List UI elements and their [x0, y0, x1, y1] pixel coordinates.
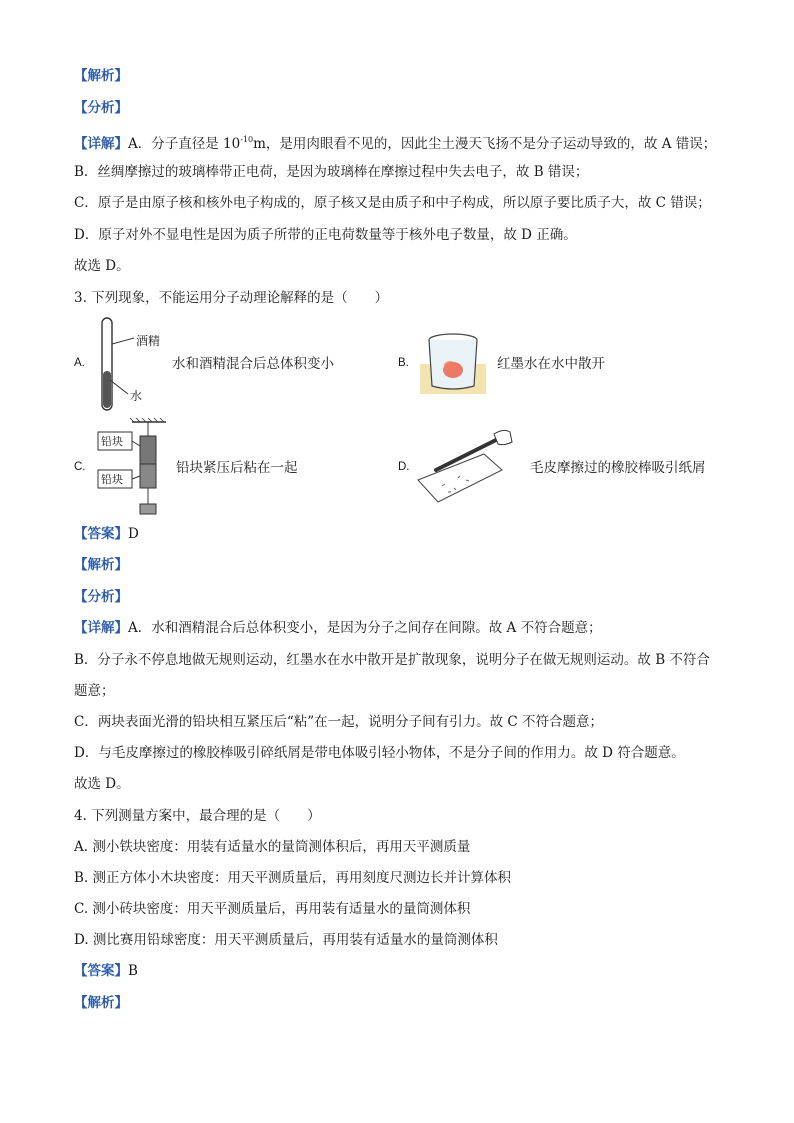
q3-option-b-text: 红墨水在水中散开 [497, 356, 605, 372]
q4-option-a: A. 测小铁块密度：用装有适量水的量筒测体积后，再用天平测质量 [74, 839, 471, 855]
q3-detail-c: C．两块表面光滑的铅块相互紧压后“粘”在一起，说明分子间有引力。故 C 不符合题意； [74, 714, 604, 730]
xiangjie-tag: 【详解】 [74, 136, 128, 152]
q3-jiexi-heading [74, 555, 128, 575]
q3-answer-value: D [128, 526, 139, 542]
q2-detail-d: D．原子对外不显电性是因为质子所带的正电荷数量等于核外电子数量，故 D 正确。 [74, 227, 577, 243]
fenxi-tag: 【分析】 [74, 100, 128, 116]
q3-option-b-label: B. [398, 357, 409, 369]
q4-option-d: D. 测比赛用铅球密度：用天平测质量后，再用装有适量水的量筒测体积 [74, 932, 498, 948]
rubber-rod-figure [414, 426, 514, 506]
q3-conclusion: 故选 D。 [74, 776, 130, 792]
q3-option-a-label: A. [74, 357, 85, 369]
water-label: 水 [130, 389, 143, 403]
q4-answer [74, 961, 138, 981]
q2-detail-c: C．原子是由原子核和核外电子构成的，原子核又是由质子和中子构成，所以原子要比质子大，故 C 错误； [74, 195, 711, 211]
jiexi-tag: 【解析】 [74, 68, 128, 84]
alcohol-label: 酒精 [136, 334, 161, 348]
q2-fenxi-heading [74, 98, 128, 118]
q3-option-d-label: D. [398, 461, 410, 473]
q2-a-pre: A．分子直径是 10 [128, 136, 241, 152]
q3-detail-d: D．与毛皮摩擦过的橡胶棒吸引碎纸屑是带电体吸引轻小物体，不是分子间的作用力。故 D 符合题意。 [74, 745, 685, 761]
q3-option-a-text: 水和酒精混合后总体积变小 [172, 356, 334, 372]
q2-conclusion: 故选 D。 [74, 258, 130, 274]
q2-a-exp: -10 [240, 135, 254, 144]
q3-option-d-text: 毛皮摩擦过的橡胶棒吸引纸屑 [530, 460, 706, 476]
q3-fenxi-heading [74, 587, 128, 607]
lead-block-label-2: 铅块 [101, 473, 123, 486]
jiexi-tag: 【解析】 [74, 995, 128, 1011]
answer-tag: 【答案】 [74, 963, 128, 979]
q3-detail-a [74, 618, 602, 638]
q3-option-c-label: C. [74, 461, 86, 473]
jiexi-tag: 【解析】 [74, 557, 128, 573]
q4-option-c: C. 测小砖块密度：用天平测质量后，再用装有适量水的量筒测体积 [74, 901, 471, 917]
q2-detail-a [74, 130, 716, 154]
lead-block-label-1: 铅块 [101, 435, 123, 448]
q2-detail-b: B．丝绸摩擦过的玻璃棒带正电荷，是因为玻璃棒在摩擦过程中失去电子，故 B 错误； [74, 164, 589, 180]
q3-answer [74, 524, 139, 544]
q3-a-text: A．水和酒精混合后总体积变小，是因为分子之间存在间隙。故 A 不符合题意； [128, 620, 602, 636]
q2-jiexi-heading [74, 66, 128, 86]
xiangjie-tag: 【详解】 [74, 620, 128, 636]
q3-stem: 3. 下列现象，不能运用分子动理论解释的是（ ） [74, 290, 389, 306]
q4-option-b: B. 测正方体小木块密度：用天平测质量后，再用刻度尺测边长并计算体积 [74, 870, 512, 886]
beaker-figure [420, 330, 486, 396]
q3-option-c-text: 铅块紧压后粘在一起 [176, 460, 298, 476]
q4-stem: 4. 下列测量方案中，最合理的是（ ） [74, 808, 321, 824]
q3-detail-b-1: B．分子永不停息地做无规则运动，红墨水在水中散开是扩散现象，说明分子在做无规则运动。故 B 不符合 [74, 652, 710, 668]
fenxi-tag: 【分析】 [74, 589, 128, 605]
q4-jiexi-heading [74, 993, 128, 1013]
q2-a-post: m，是用肉眼看不见的，因此尘土漫天飞扬不是分子运动导致的，故 A 错误； [253, 136, 717, 152]
q3-detail-b-2: 题意； [74, 683, 115, 699]
answer-tag: 【答案】 [74, 526, 128, 542]
q4-answer-value: B [128, 963, 138, 979]
